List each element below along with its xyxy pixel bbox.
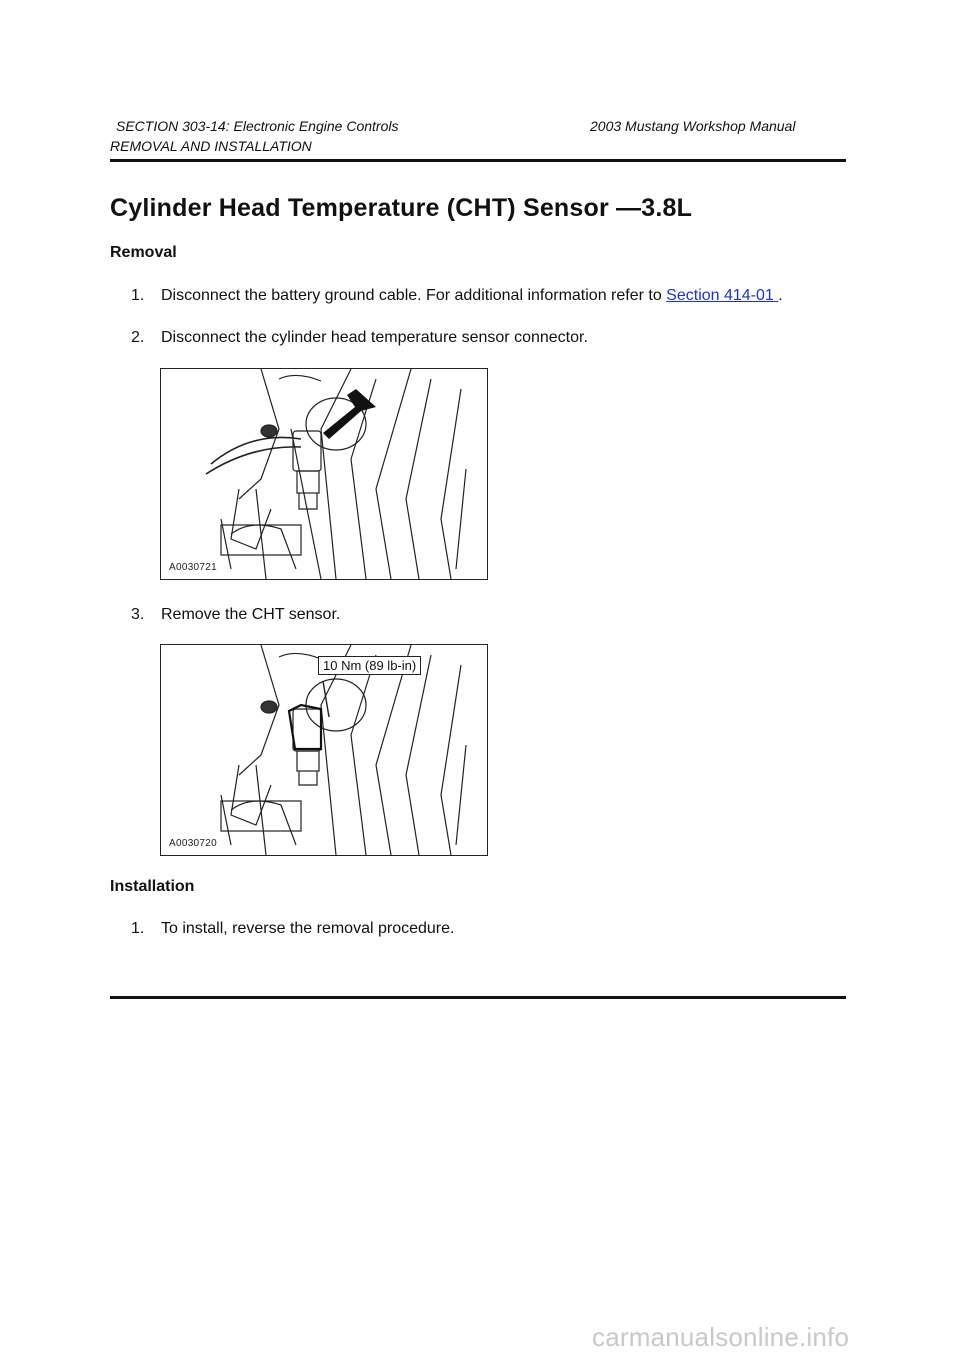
section-title: SECTION 303-14: Electronic Engine Controls [116,118,399,134]
step-text: To install, reverse the removal procedure. [161,920,455,937]
section-414-01-link[interactable]: Section 414-01 [666,287,779,304]
connector-illustration [161,369,487,579]
removal-step-3 [131,606,340,624]
page-title: Cylinder Head Temperature (CHT) Sensor —3.8L [110,194,693,222]
watermark: carmanualsonline.info [592,1322,850,1352]
step-number: 3. [131,606,145,623]
sensor-illustration [161,645,487,855]
removal-step-1 [131,287,783,305]
page-header-left [110,116,398,156]
step-suffix: . [778,287,783,304]
installation-heading: Installation [110,878,195,895]
step-number: 2. [131,329,145,346]
figure-code: A0030721 [169,562,218,573]
installation-step-1 [131,920,454,938]
figure-code: A0030720 [169,838,218,849]
torque-callout: 10 Nm (89 lb-in) [318,656,421,675]
step-number: 1. [131,287,145,304]
step-text: Disconnect the battery ground cable. For additional information refer to [161,287,667,304]
header-divider [110,159,846,162]
removal-step-2 [131,329,588,347]
figure-sensor-removal [160,644,488,856]
procedure-type: REMOVAL AND INSTALLATION [110,138,312,154]
step-number: 1. [131,920,145,937]
step-text: Remove the CHT sensor. [161,606,341,623]
removal-heading: Removal [110,244,177,261]
manual-title: 2003 Mustang Workshop Manual [590,118,796,134]
footer-divider [110,996,846,999]
step-text: Disconnect the cylinder head temperature sensor connector. [161,329,588,346]
figure-connector-disconnect [160,368,488,580]
